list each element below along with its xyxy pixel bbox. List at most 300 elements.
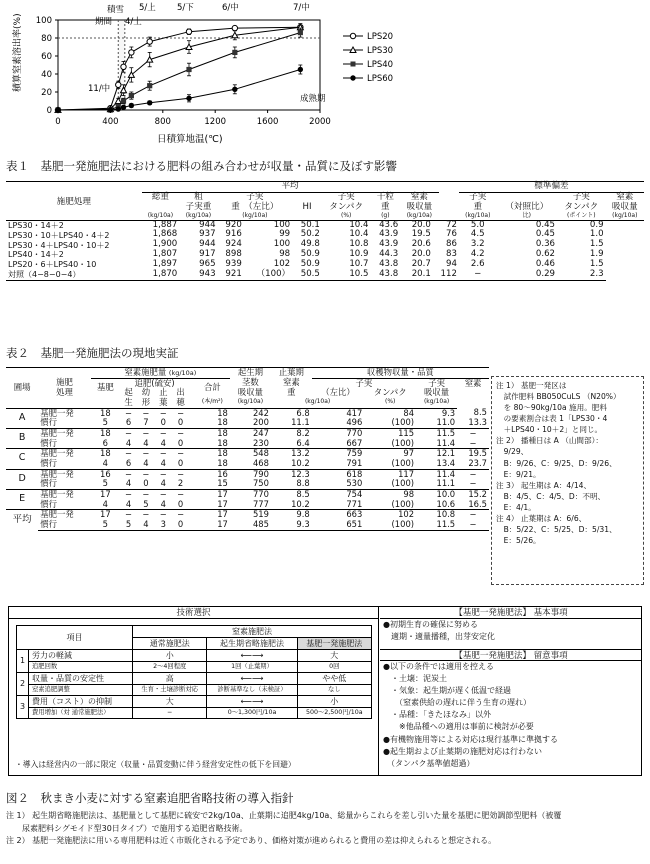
table1-cell-treatment: LPS30・10＋LPS40・4＋2 [8,230,110,240]
table2-cell-tot: 17 [195,520,230,530]
table1-cell-prot: 10.4 [349,219,369,230]
tech-basal-value: 小 [297,696,371,708]
table1-cell-sdp: 0.46 [535,259,556,270]
table2-cell-stems: 468 [252,457,269,468]
table2-cell-t2: 7 [143,417,149,428]
legend-label-lps20: LPS20 [367,32,394,42]
table2-cell-ratio: (100) [391,498,415,509]
table1-cell-sdp: 0.62 [535,249,556,260]
caution-line: ・品種：「きたほなみ」以外 [383,710,491,720]
table2-cell-t4: 0 [177,457,184,468]
table2-cell-t1: − [120,449,137,459]
table2-cell-prot: 12.1 [416,449,457,459]
table2-cell-grain: 651 [312,520,365,530]
table2-cell-ratio: 84 [403,407,415,418]
basic-header: 【基肥一発施肥法】 基本事項 [380,607,642,619]
table1-cell-crude: 965 [199,259,216,270]
table1-cell-sdp: 0.29 [497,270,557,280]
data-point-lps20 [121,64,126,69]
table2-header-t4: 出 [176,387,185,398]
table1-cell-ratio: （100） [244,270,292,280]
table2-row [6,459,489,469]
table2-cell-grain: 496 [346,417,363,428]
table1-cell-hi: 50.1 [300,219,320,230]
table1-cell-prot: 10.7 [349,259,369,270]
table2-cell-prot: 11.4 [416,469,457,479]
data-point-lps40 [147,83,152,88]
series-line-lps40 [58,33,300,110]
tech-basal-value: やや低 [297,673,371,685]
table1-cell-ratio: 99 [279,229,291,240]
table2-cell-nn: 13.3 [468,417,487,428]
table1 [6,181,644,281]
table1-cell-sdn: 1.5 [589,259,604,270]
table1-header-sd-protein: 子実 [572,191,590,202]
table2-header-t3-b: 葉 [155,398,172,408]
x-tick-label: 2000 [309,117,331,127]
table1-unit: (ポイント) [557,213,606,220]
table1-cell-sdr: 4.2 [470,249,485,260]
basic-lines [380,619,642,649]
tech-basal-sub: なし [297,685,371,696]
footnote-line: 注 1） 起生期省略施肥法は、基肥量として基肥に硫安で2kg/10a、止葉期に追肥4kg/10a、総量からこれらを差し引いた量を基肥に肥効調節型肥料（被覆 [6,811,562,820]
table2-cell-stems: 200 [252,417,269,428]
tech-row-number: 3 [17,696,29,719]
caution-line: ・気象：起生期が遅く低温で経過 [383,686,511,696]
col-method: 窒素施肥法 [133,626,372,638]
table2-header-yield: 収穫物収量・品質 [312,368,489,379]
table2-cell-t4: 0 [177,417,184,428]
table2-cell-t1: 6 [125,457,132,468]
basic-line: ●初期生育の確保に努める [383,620,478,629]
table1-cell-crude: 937 [199,229,216,240]
table2-cell-nn: 16.5 [468,498,487,509]
data-point-lps20 [232,25,237,30]
data-point-lps60 [108,107,113,112]
table2-cell-t2: − [137,428,154,438]
table2-row [6,408,489,418]
annotation-apr-early: 4/上 [125,17,142,27]
table2-cell-prot: 11.5 [416,428,457,438]
legend-label-lps60: LPS60 [367,74,394,84]
data-point-lps60 [186,96,191,101]
note-line: E：4/1。 [496,502,536,512]
table2-cell-nn: 15.2 [457,489,489,499]
tech-normal-sub: 生育・土壌診断対応 [133,685,207,696]
table2-header-treatment-2: 処理 [56,387,73,398]
table2-cell-t4: 0 [172,520,189,530]
table2-cell-t2: 4 [143,457,149,468]
table2-row [6,439,489,449]
table1-header-protein: 子実 [337,191,355,202]
x-tick-label: 400 [102,117,119,127]
table1-cell-sdr: 4.5 [470,229,485,240]
table2-cell-prot: 10.0 [416,489,457,499]
tech-stop-value: ⟵⟶ [207,650,297,662]
table2-cell-prot: 13.4 [436,457,456,468]
table2-cell-base: 18 [100,407,111,418]
table2-unit: (kg/10a) [271,398,364,408]
table2-cell-prot: 9.3 [441,407,456,418]
table1-unit: (kg/10a) [218,213,293,220]
table2-cell-tot: 15 [217,478,228,489]
table2-cell-ratio: (100) [391,478,415,489]
table2-header-t4-b: 穂 [172,398,189,408]
table2-cell-ratio: 97 [364,449,416,459]
table1-cell-sdr: − [459,270,497,280]
table2-header-base: 基肥 [96,382,114,393]
table2-cell-tot: 17 [217,498,228,509]
tech-row-label: 労力の軽減 [29,650,133,662]
table2-cell-prot: 11.4 [436,437,456,448]
table2-cell-t3: − [159,407,167,418]
figure2-caption: 図２ 秋まき小麦に対する窒素追肥省略技術の導入指針 [6,791,294,805]
table2-header-amount-unit: (kg/10a) [168,369,197,377]
table2-cell-t1: − [120,489,137,499]
table2-cell-treatment: 慣行 [40,498,57,509]
col-normal: 通常施肥法 [133,638,207,650]
table2-row [6,449,489,459]
table2-header-protein: 子実 [428,377,445,388]
data-point-lps60 [298,67,303,72]
table2-cell-t3: − [155,469,172,479]
table2-cell-nup: 6.4 [296,437,310,448]
table2-header-n-uptake-b: 吸収量 [237,387,263,398]
table1-cell-sdg: 83 [445,249,457,260]
table1-cell-prot: 10.8 [349,239,369,250]
tech-comparison-body [17,650,372,719]
table1-cell-total: 1,900 [152,239,178,250]
table1-cell-total: 1,897 [152,259,178,270]
table1-cell-hi: 50.9 [300,259,320,270]
table2-cell-t1: − [120,510,137,520]
table1-cell-n: 20.1 [400,270,433,280]
caution-line: ●有機物施用等による対応は現行基準に準拠する [383,734,558,744]
y-tick-label: 60 [41,52,52,62]
table2-header-grain-b: 重 [287,387,296,398]
table2-cell-stems: 230 [252,437,269,448]
table2-cell-prot: 11.5 [416,520,457,530]
tech-normal-value: 大 [133,696,207,708]
table2-cell-t2: 4 [137,520,154,530]
x-axis-label: 日積算地温(℃) [157,134,223,145]
table2-cell-ratio: (100) [391,437,415,448]
table2-cell-t4: − [172,469,189,479]
table2-cell-ratio: (100) [364,520,416,530]
table1-header-average: 平均 [142,182,439,193]
table1-header-grain-2: 重 （左比） [231,201,279,212]
chart-marks [55,24,303,113]
table2-cell-tot: 18 [217,457,228,468]
table1-header-sd-ratio: （対照比） [505,201,549,212]
table2-cell-tot: 18 [195,428,230,438]
table2-cell-t4: − [172,449,189,459]
table2-row [6,428,489,438]
table1-cell-hi: 49.8 [300,239,320,250]
table1-cell-total: 1,870 [142,270,180,280]
table1-cell-total: 1,868 [152,229,178,240]
table2-cell-t4: 0 [177,498,184,509]
table1-unit: (kg/10a) [179,213,217,220]
table2-cell-ratio: 117 [364,469,416,479]
table1-header-sd-n: 窒素 [616,191,634,202]
data-point-lps60 [116,106,121,111]
table1-cell-tkw: 43.9 [379,229,399,240]
table2-cell-ratio: 98 [364,489,416,499]
data-point-lps40 [298,30,303,35]
note-line: 注 4） 止葉期は A：6/6、 [496,513,587,523]
table2-cell-grain: 530 [346,478,363,489]
table1-cell-sdg: 94 [445,259,457,270]
table2-cell-base: 5 [91,520,120,530]
footnote-line: 尿素肥料シグモイド型30日タイプ）で施用する追肥省略技術。 [6,823,248,833]
table2-cell-base: 4 [102,457,109,468]
table2-cell-stems: 247 [230,428,271,438]
col-stop: 起生期省略施肥法 [207,638,297,650]
table1-header-treatment: 施肥処理 [56,196,91,207]
table2-cell-t3: 4 [160,437,166,448]
note-line: 9/29、 [496,447,529,457]
tech-normal-sub: − [133,708,207,719]
note-line: 注 3） 起生期は A：4/14、 [496,480,592,490]
table2-cell-t2: 4 [143,437,149,448]
table1-header-sd-protein-2: タンパク [564,201,599,212]
caution-lines [380,661,642,770]
table2-cell-grain: 791 [346,457,363,468]
tech-row-number: 2 [17,673,29,696]
table2-cell-nn: − [469,478,477,489]
table1-header-n-uptake: 窒素 [410,191,428,202]
table1-body [6,220,644,280]
table2-cell-treatment: 基肥一発 [38,469,91,479]
table1-cell-grain: 924 [225,239,242,250]
table2-cell-t1: − [120,469,137,479]
table2-cell-t4: − [177,407,185,418]
table2-cell-t2: 5 [143,498,149,509]
table1-cell-n: 20.0 [411,249,431,260]
table2-cell-base: 17 [91,489,120,499]
table2-cell-t2: − [137,449,154,459]
table1-cell-sdr: 2.6 [470,259,485,270]
table2-cell-t2: − [142,407,150,418]
table2-cell-t3: − [155,510,172,520]
table1-cell-tkw: 43.8 [379,259,399,270]
table1-unit: (kg/10a) [400,213,438,220]
table2-cell-grain: 618 [312,469,365,479]
table2-cell-nup: 11.1 [291,417,310,428]
table2-cell-nup: 10.2 [291,498,310,509]
table2-unit: (kg/10a) [416,398,457,408]
note-line: B：4/5、C：4/5、D：不明、 [496,491,606,501]
legend-label-lps40: LPS40 [367,60,394,70]
table1-cell-crude: 944 [199,239,216,250]
table1-cell-n: 20.6 [411,239,431,250]
y-tick-label: 0 [46,106,52,116]
table1-cell-tkw: 43.9 [379,239,399,250]
table2-cell-base: 6 [102,437,109,448]
table1-header-tkw: 千粒 [376,191,394,202]
table2-header-treatment: 施肥 [56,377,73,388]
table2-header-stems: 茎数 [242,377,259,388]
table2-cell-t4: − [172,428,189,438]
table2-cell-t3: 0 [160,417,166,428]
table2-cell-prot: 10.6 [436,498,456,509]
table2-cell-nup: 10.2 [291,457,310,468]
table1-header-sd-n-2: 吸収量 [611,201,638,212]
table1-cell-ratio: 98 [279,249,291,260]
caution-line: ・土壌：泥炭土 [383,674,447,684]
tech-normal-value: 小 [133,650,207,662]
table1-header-crude: 粗 [194,191,203,202]
table1-unit: (%) [322,213,371,220]
table1-cell-sdr: 3.2 [470,239,485,250]
tech-row-label: 費用（コスト）の抑制 [29,696,133,708]
table1-header-n-uptake-2: 吸収量 [406,201,433,212]
annotation-jun-mid: 6/中 [222,3,239,13]
table2-cell-stems: 777 [252,498,269,509]
caution-header: 【基肥一発施肥法】 留意事項 [380,649,642,661]
data-point-lps40 [186,67,191,72]
table2-cell-tot: 18 [217,417,228,428]
col-item: 項目 [17,626,133,650]
table2-cell-treatment: 基肥一発 [38,510,91,520]
table2-cell-t3: 4 [160,498,166,509]
table2-row [6,418,489,428]
table2-cell-farm: C [6,449,38,469]
legend-marker-lps40 [351,62,356,67]
data-point-lps60 [121,105,126,110]
tech-row-sublabel: 窒素追肥調整 [29,685,133,696]
table2-cell-t2: − [137,510,154,520]
table2-row [6,520,489,530]
table2-cell-treatment: 基肥一発 [38,449,91,459]
table1-cell-tkw: 44.3 [379,249,399,260]
table2-cell-stems: 519 [230,510,271,520]
table2-cell-treatment: 慣行 [38,520,91,530]
table1-cell-ratio: 100 [273,219,291,230]
data-point-lps40 [129,93,134,98]
nitrogen-release-chart [0,0,650,150]
table2-header-ratio: （左比） [321,387,355,398]
table2-cell-t1: − [120,428,137,438]
caution-line: （窒素供給の遅れに伴う生育の遅れ） [383,698,531,708]
table2-cell-base: 16 [91,469,120,479]
table1-cell-hi: 50.2 [300,229,320,240]
series-line-lps30 [58,27,300,110]
table2-cell-nup: 9.3 [271,520,312,530]
y-axis-label: 積算窒素溶出率(%) [13,13,23,92]
table1-cell-ratio: 102 [273,259,291,270]
table2-cell-treatment: 慣行 [40,417,57,428]
table1-header-sd-grain: 子実 [469,191,487,202]
annotation-jul-mid: 7/中 [293,3,310,13]
note-line: 注 1） 基肥一発区は [496,381,567,390]
table1-cell-crude: 943 [179,270,217,280]
table1-cell-tkw: 43.8 [370,270,400,280]
tech-row-number: 1 [17,650,29,673]
y-tick-label: 80 [41,34,52,44]
table2-cell-base: 18 [91,428,120,438]
tech-subrow [17,662,372,673]
x-tick-label: 0 [55,117,61,127]
table2-notes [491,376,644,585]
table2-cell-base: 18 [91,449,120,459]
table1-cell-sdp: 0.36 [535,239,556,250]
table2-cell-base: 5 [102,417,109,428]
tech-row [17,650,372,662]
table2-cell-nup: 13.2 [271,449,312,459]
table2-cell-farm: D [6,469,38,489]
table2-cell-t1: 5 [120,520,137,530]
note-line: 試作肥料 BB050CuLS （N20%） [496,392,621,402]
table2-body [6,408,489,530]
table1-cell-sdn: 1.5 [589,239,604,250]
table1-cell-sdn: 2.3 [557,270,606,280]
table2-cell-nup: 6.8 [296,407,310,418]
table2-cell-prot: 11.1 [436,478,456,489]
data-point-lps40 [232,50,237,55]
table1-cell-total: 1,807 [152,249,178,260]
table1-cell-hi: 50.9 [300,249,320,260]
table1-cell-n: 20.0 [411,219,431,230]
tech-basal-sub: 500〜2,500円/10a [297,708,371,719]
table2-header-n-uptake-2: 窒素 [464,377,482,388]
table1-unit: (kg/10a) [459,213,497,220]
table1-unit: (kg/10a) [142,213,180,220]
x-tick-label: 800 [154,117,171,127]
data-point-lps20 [116,82,121,87]
tech-selection-panel [9,607,379,775]
table1-cell-prot: 10.9 [349,249,369,260]
caution-line: ●起生期および止葉期の施肥対応は行わない [383,746,542,756]
table1-cell-hi: 50.5 [292,270,322,280]
data-point-lps60 [147,100,152,105]
note-line: の要素割合は表 1「LPS30・4 [496,414,608,424]
tech-basal-value: 大 [297,650,371,662]
table1-cell-grain: 920 [225,219,242,230]
data-point-lps40 [121,98,126,103]
table1-unit: (g) [370,213,400,220]
note-line: E：5/26。 [496,536,541,546]
table2-cell-tot: 17 [195,489,230,499]
table1-header-sd-grain-2: 重 [473,201,483,212]
note-line: B：5/22、C：5/25、D：5/31、 [496,525,617,535]
y-tick-label: 40 [41,70,52,80]
table2-cell-t3: 3 [155,520,172,530]
table1-cell-ratio: 100 [273,239,291,250]
table2-cell-t3: 4 [160,478,166,489]
table1-cell-sdr: 5.0 [470,219,485,230]
data-point-lps60 [129,103,134,108]
annotation-may-early: 5/上 [139,3,156,13]
table1-cell-grain: 939 [225,259,242,270]
table1-cell-treatment: 対照（4−8−0−4） [6,270,142,280]
table2-cell-tot: 18 [217,437,228,448]
table2-cell-base: 17 [91,510,120,520]
tech-row-label: 収量・品質の安定性 [29,673,133,685]
table1-cell-prot: 10.5 [322,270,371,280]
table2-row [6,510,489,520]
table1-cell-sdn: 0.9 [589,219,604,230]
table2-cell-t2: − [137,489,154,499]
table2-cell-t3: − [155,428,172,438]
table2-header-t2: 幼 [141,387,151,398]
table1-cell-crude: 917 [199,249,216,260]
table1-cell-treatment: LPS20・6＋LPS40・10 [8,260,97,270]
table2-cell-treatment: 慣行 [40,437,57,448]
table1-cell-sdn: 1.9 [589,249,604,260]
table2-cell-tot: 16 [195,469,230,479]
